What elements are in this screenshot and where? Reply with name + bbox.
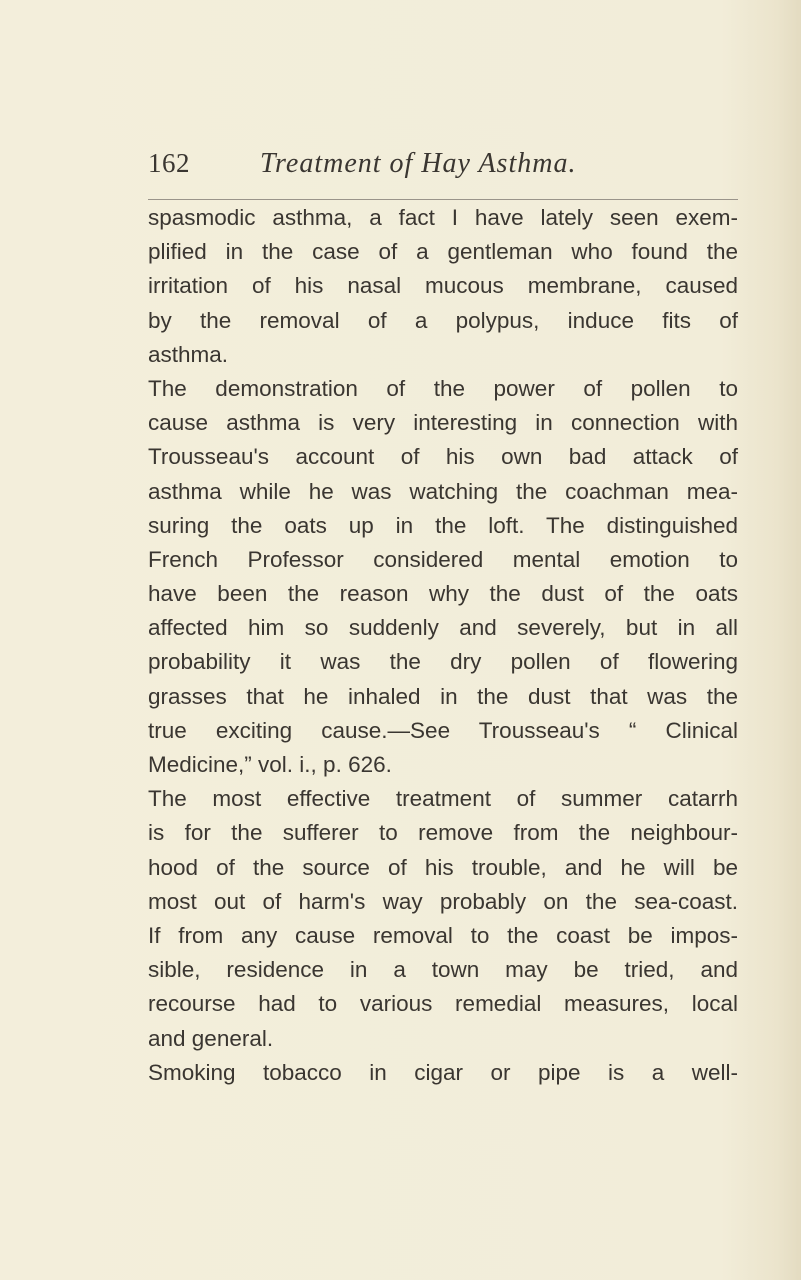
text-line: Smoking tobacco in cigar or pipe is a well- <box>148 1059 738 1085</box>
text-line: If from any cause removal to the coast be impos- <box>148 922 738 948</box>
text-line: asthma. <box>148 341 229 367</box>
text-line: recourse had to various remedial measures, local <box>148 991 738 1017</box>
text-line: hood of the source of his trouble, and he will be <box>148 854 738 880</box>
running-title: Treatment of Hay Asthma. <box>260 148 577 179</box>
text-line: sible, residence in a town may be tried, and <box>148 957 738 983</box>
text-line: probability it was the dry pollen of flowering <box>148 649 738 675</box>
text-line: true exciting cause.—See Trousseau's “ Clinical <box>148 717 738 743</box>
text-line: plified in the case of a gentleman who found the <box>148 239 738 265</box>
text-line: cause asthma is very interesting in connection with <box>148 410 738 436</box>
text-line: asthma while he was watching the coachman mea- <box>148 478 738 504</box>
text-line: most out of harm's way probably on the sea-coast. <box>148 888 738 914</box>
text-line: is for the sufferer to remove from the neighbour- <box>148 820 738 846</box>
text-line: The demonstration of the power of pollen to <box>148 375 738 401</box>
header-rule <box>148 199 738 200</box>
text-line: by the removal of a polypus, induce fits of <box>148 307 738 333</box>
text-line: Medicine,” vol. i., p. 626. <box>148 752 392 777</box>
text-line: The most effective treatment of summer catarrh <box>148 786 738 812</box>
text-line: affected him so suddenly and severely, but in all <box>148 615 738 641</box>
body-text <box>148 201 738 1090</box>
text-line: grasses that he inhaled in the dust that was the <box>148 683 738 709</box>
text-line: suring the oats up in the loft. The distinguished <box>148 512 738 538</box>
text-line: French Professor considered mental emotion to <box>148 546 738 572</box>
running-head <box>148 148 708 188</box>
text-line: Trousseau's account of his own bad attack of <box>148 444 738 470</box>
text-line: spasmodic asthma, a fact I have lately seen exem- <box>148 205 738 230</box>
text-line: and general. <box>148 1025 274 1051</box>
text-line: have been the reason why the dust of the oats <box>148 581 738 607</box>
page-number: 162 <box>148 148 190 178</box>
text-line: irritation of his nasal mucous membrane, caused <box>148 273 738 299</box>
